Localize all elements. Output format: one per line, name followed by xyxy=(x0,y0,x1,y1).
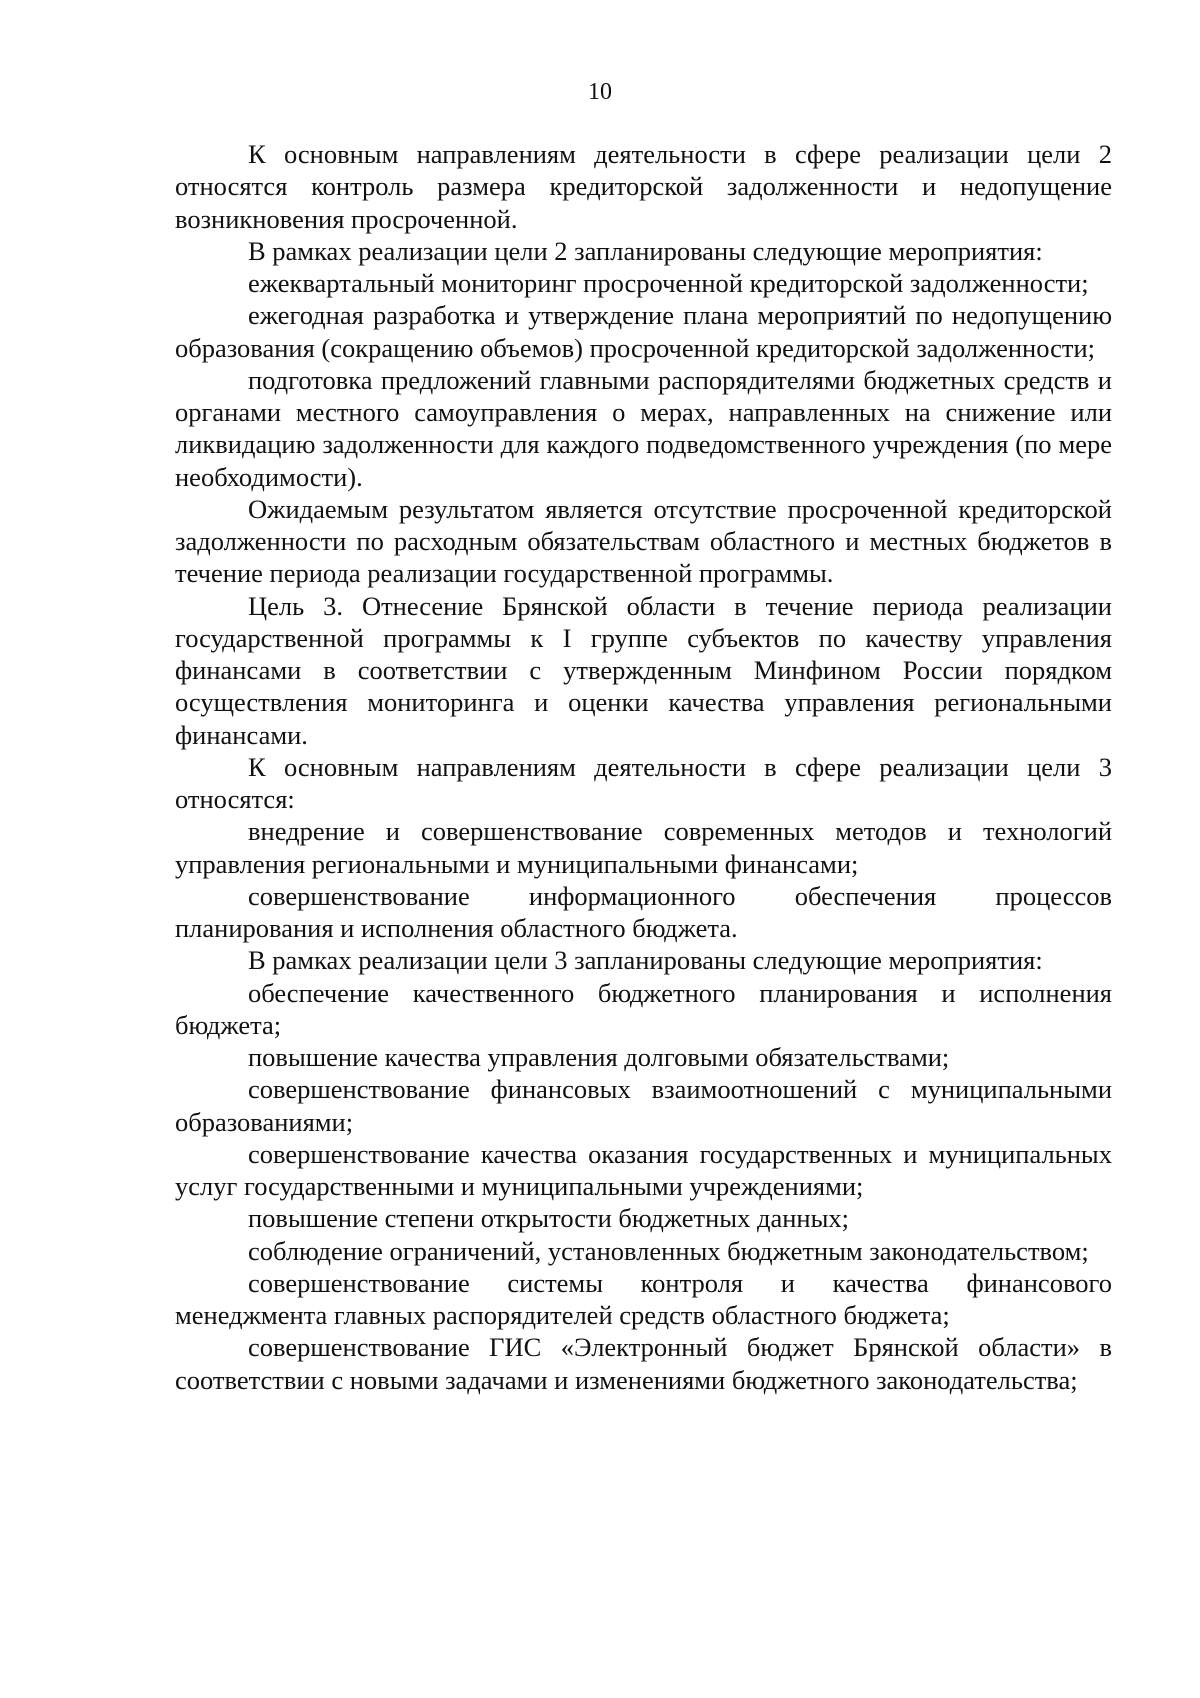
paragraph: В рамках реализации цели 3 запланированы следующие мероприятия: xyxy=(248,945,1043,976)
paragraph: соблюдение ограничений, установленных бюджетным законодательством; xyxy=(248,1235,1089,1266)
paragraph: Цель 3. Отнесение Брянской области в течение периода реализации государственной программы к I группе субъектов по качеству управления финансами в соответствии с утвержденным Минфином России порядком осуществления мониторинга и оценки качества управления региональными финансами. xyxy=(175,590,1112,750)
paragraph: повышение качества управления долговыми обязательствами; xyxy=(248,1042,950,1072)
paragraph: совершенствование информационного обеспечения процессов планирования и исполнения областного бюджета. xyxy=(175,880,1112,943)
page-number: 10 xyxy=(588,79,612,105)
body-text xyxy=(175,138,1112,1396)
paragraph: повышение степени открытости бюджетных данных; xyxy=(248,1203,850,1234)
paragraph: внедрение и совершенствование современных методов и технологий управления региональными и муниципальными финансами; xyxy=(175,816,1112,879)
paragraph: ежеквартальный мониторинг просроченной кредиторской задолженности; xyxy=(248,268,1089,298)
paragraph: совершенствование системы контроля и качества финансового менеджмента главных распорядителей средств областного бюджета; xyxy=(175,1267,1112,1330)
paragraph: совершенствование ГИС «Электронный бюджет Брянской области» в соответствии с новыми задачами и изменениями бюджетного законодательства; xyxy=(175,1332,1112,1395)
paragraph: В рамках реализации цели 2 запланированы следующие мероприятия: xyxy=(248,235,1043,266)
paragraph: совершенствование финансовых взаимоотношений с муниципальными образованиями; xyxy=(175,1074,1112,1137)
paragraph: Ожидаемым результатом является отсутствие просроченной кредиторской задолженности по расходным обязательствам областного и местных бюджетов в течение периода реализации государственной программы. xyxy=(175,493,1112,589)
paragraph: обеспечение качественного бюджетного планирования и исполнения бюджета; xyxy=(175,977,1112,1040)
paragraph: ежегодная разработка и утверждение плана мероприятий по недопущению образования (сокращению объемов) просроченной кредиторской задолженности; xyxy=(175,300,1112,363)
paragraph: совершенствование качества оказания государственных и муниципальных услуг государственными и муниципальными учреждениями; xyxy=(175,1138,1112,1201)
paragraph: К основным направлениям деятельности в сфере реализации цели 3 относятся: xyxy=(175,751,1112,814)
paragraph: К основным направлениям деятельности в сфере реализации цели 2 относятся контроль размера кредиторской задолженности и недопущение возникновения просроченной. xyxy=(175,139,1112,234)
paragraph: подготовка предложений главными распорядителями бюджетных средств и органами местного самоуправления о мерах, направленных на снижение или ликвидацию задолженности для каждого подведомственного учреждения (по мере необходимости). xyxy=(175,364,1112,492)
